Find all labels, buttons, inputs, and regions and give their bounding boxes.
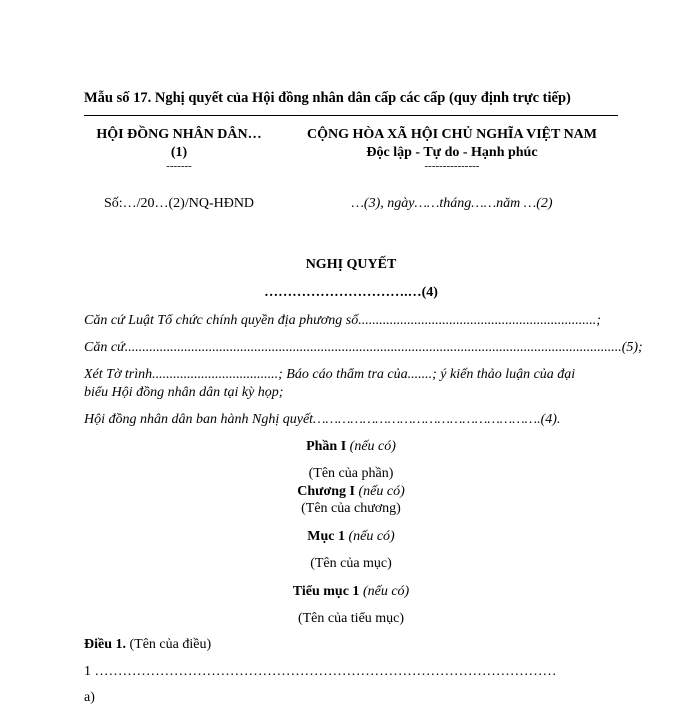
subitem-label: Tiểu mục 1 (292, 584, 360, 599)
subitem-note: (nếu có) (362, 584, 410, 599)
part-label: Phần I (306, 439, 347, 454)
chapter-name: (Tên của chương) (301, 501, 401, 516)
article-name: (Tên của điều) (129, 637, 212, 652)
item-name: (Tên của mục) (310, 556, 392, 571)
document-number: Số:…/20…(2)/NQ-HĐND (103, 196, 255, 211)
title-rule (84, 115, 618, 116)
subitem-heading (84, 584, 618, 600)
issuing-body: HỘI ĐỒNG NHÂN DÂN… (96, 127, 262, 142)
chapter-heading (84, 484, 618, 500)
item-note: (nếu có) (348, 529, 395, 544)
document-title: NGHỊ QUYẾT (305, 257, 397, 272)
part-heading (84, 439, 618, 455)
issuing-body-note: (1) (170, 145, 188, 160)
national-motto: Độc lập - Tự do - Hạnh phúc (366, 145, 538, 160)
item-label: Mục 1 (307, 529, 345, 544)
form-title: Mẫu số 17. Nghị quyết của Hội đồng nhân dân cấp các cấp (quy định trực tiếp) (84, 90, 571, 106)
right-dash: --------------- (424, 160, 480, 172)
legal-basis-1: Căn cứ Luật Tổ chức chính quyền địa phương số....................................................................; (84, 313, 601, 328)
left-dash: ------- (166, 160, 192, 172)
enactment-clause: Hội đồng nhân dân ban hành Nghị quyết……………………………………………….(4). (84, 412, 561, 427)
consideration-line-1: Xét Tờ trình....................................; Báo cáo thẩm tra của.......; ý kiến thảo luận của đại (84, 367, 576, 382)
consideration-line-2: biểu Hội đồng nhân dân tại kỳ họp; (84, 385, 284, 400)
document-subtitle: ………………………….…(4) (264, 285, 438, 300)
legal-basis-2: Căn cứ..............................................................................................................................................(5); (84, 340, 643, 355)
article-label: Điều 1. (84, 637, 126, 652)
article-heading (84, 637, 211, 653)
place-date: …(3), ngày……tháng……năm …(2) (351, 196, 553, 211)
part-note: (nếu có) (349, 439, 396, 454)
clause-1: 1 ……………………………………………………………………………………… (84, 664, 557, 679)
chapter-note: (nếu có) (358, 484, 405, 499)
subitem-name: (Tên của tiểu mục) (297, 611, 405, 626)
item-heading (84, 529, 618, 545)
part-name: (Tên của phần) (308, 466, 394, 481)
chapter-label: Chương I (297, 484, 356, 499)
national-title: CỘNG HÒA XÃ HỘI CHỦ NGHĨA VIỆT NAM (306, 127, 597, 142)
point-a: a) (84, 690, 95, 705)
